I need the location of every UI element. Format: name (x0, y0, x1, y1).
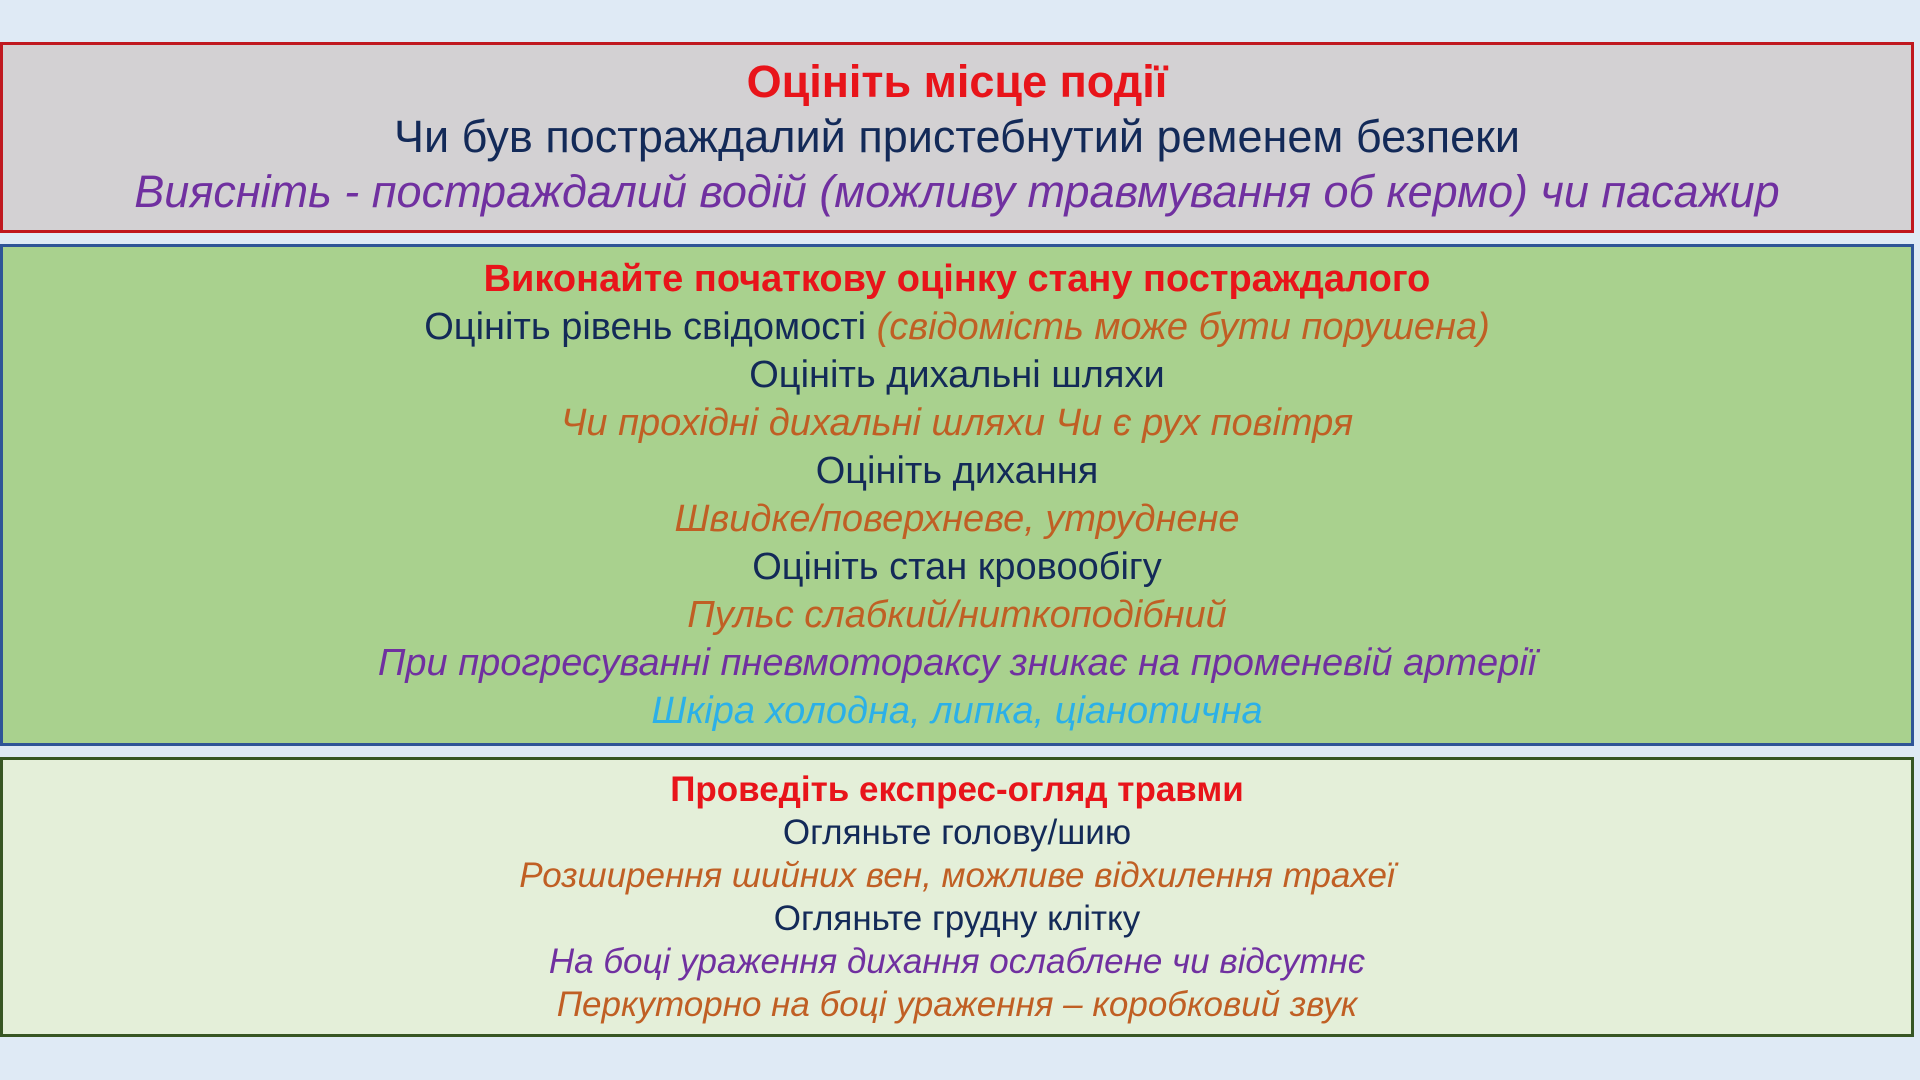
head-neck-line: Огляньте голову/шию (782, 813, 1132, 852)
consciousness-note: (свідомість може бути порушена) (876, 306, 1490, 348)
percussion-note: Перкуторно на боці ураження – коробковий звук (556, 985, 1358, 1024)
consciousness-line (3, 308, 1911, 356)
skin-note: Шкіра холодна, липка, ціанотична (651, 690, 1263, 732)
breathing-line: Оцініть дихання (815, 450, 1099, 492)
driver-or-passenger-note: Вияcніть - постраждалий водій (можливу травмування об кермо) чи пасажир (134, 166, 1780, 217)
head-neck-note: Розширення шийних вен, можливе відхилення трахеї (519, 856, 1395, 895)
chest-line: Огляньте грудну клітку (773, 899, 1141, 938)
circulation-line: Оцініть стан кровообігу (752, 546, 1162, 588)
airway-line: Оцініть дихальні шляхи (749, 354, 1165, 396)
pneumothorax-note: При прогресуванні пневмотораксу зникає на променевій артерії (377, 642, 1537, 684)
chest-note: На боці ураження дихання ослаблене чи відсутнє (548, 942, 1366, 981)
scene-title: Оцініть місце події (746, 56, 1168, 107)
trauma-exam-title: Проведіть експрес-огляд травми (670, 770, 1244, 809)
initial-assessment-panel (0, 244, 1914, 746)
airway-note: Чи прохідні дихальні шляхи Чи є рух повітря (560, 402, 1354, 444)
seatbelt-question: Чи був постраждалий пристебнутий ременем безпеки (394, 111, 1520, 162)
breathing-note: Швидке/поверхневе, утруднене (674, 498, 1240, 540)
scene-assessment-panel (0, 42, 1914, 233)
initial-assessment-title: Виконайте початкову оцінку стану постраждалого (483, 258, 1431, 300)
pulse-note: Пульс слабкий/ниткоподібний (687, 594, 1227, 636)
consciousness-text: Оцініть рівень свідомості (424, 306, 877, 348)
trauma-exam-panel (0, 757, 1914, 1037)
